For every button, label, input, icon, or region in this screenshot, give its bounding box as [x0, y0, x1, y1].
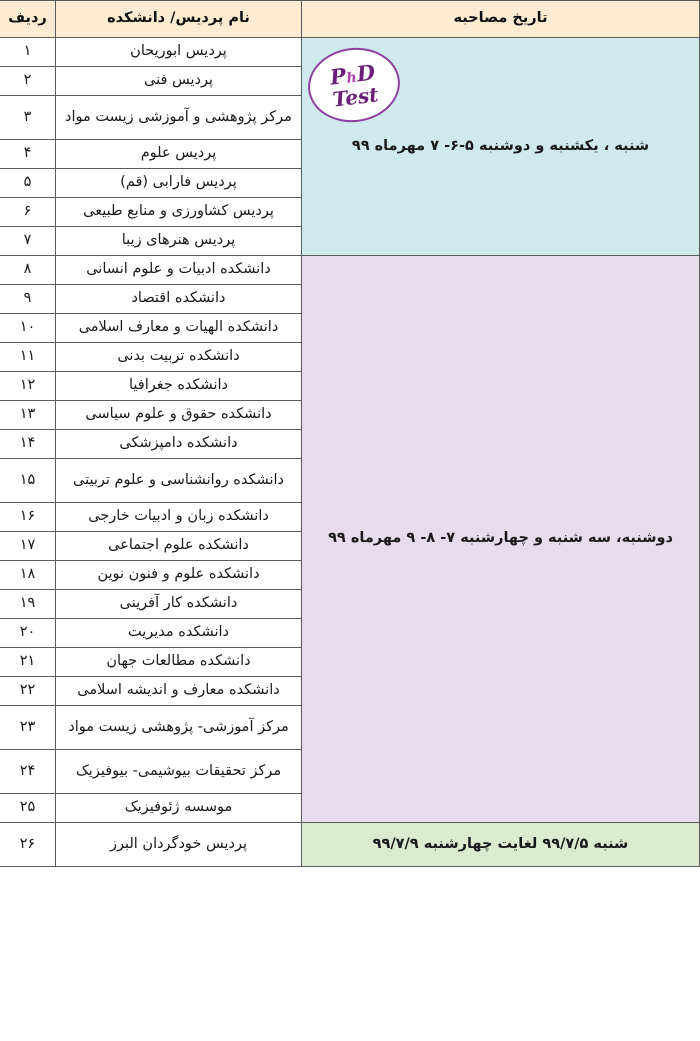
row-index: ۱۳ — [0, 401, 56, 430]
unit-name: دانشکده زبان و ادبیات خارجی — [56, 503, 302, 532]
row-index: ۸ — [0, 256, 56, 285]
group-date-cell-2 — [302, 256, 700, 823]
group-date-text-1: شنبه ، یکشنبه و دوشنبه ۵-۶- ۷ مهرماه ۹۹ — [351, 137, 650, 154]
row-index: ۱۹ — [0, 590, 56, 619]
unit-name: پردیس کشاورزی و منابع طبیعی — [56, 198, 302, 227]
unit-name: پردیس فارابی (قم) — [56, 169, 302, 198]
unit-name: مرکز تحقیقات بیوشیمی- بیوفیزیک — [56, 750, 302, 794]
unit-name: دانشکده علوم اجتماعی — [56, 532, 302, 561]
unit-name: پردیس خودگردان البرز — [56, 823, 302, 867]
unit-name: مرکز پژوهشی و آموزشی زیست مواد — [56, 96, 302, 140]
row-index: ۶ — [0, 198, 56, 227]
unit-name: دانشکده معارف و اندیشه اسلامی — [56, 677, 302, 706]
unit-name: دانشکده کار آفرینی — [56, 590, 302, 619]
row-index: ۱۱ — [0, 343, 56, 372]
row-index: ۲۵ — [0, 794, 56, 823]
logo-d: D — [355, 58, 377, 86]
unit-name: دانشکده مطالعات جهان — [56, 648, 302, 677]
unit-name: دانشکده ادبیات و علوم انسانی — [56, 256, 302, 285]
row-index: ۲۱ — [0, 648, 56, 677]
logo-p: P — [328, 62, 348, 90]
table-row — [0, 823, 700, 867]
row-index: ۵ — [0, 169, 56, 198]
unit-name: دانشکده جغرافیا — [56, 372, 302, 401]
row-index: ۱۶ — [0, 503, 56, 532]
unit-name: پردیس علوم — [56, 140, 302, 169]
unit-name: دانشکده دامپزشکی — [56, 430, 302, 459]
unit-name: دانشکده علوم و فنون نوین — [56, 561, 302, 590]
row-index: ۲۶ — [0, 823, 56, 867]
unit-name: دانشکده روانشناسی و علوم تربیتی — [56, 459, 302, 503]
row-index: ۱۵ — [0, 459, 56, 503]
unit-name: پردیس ابوریحان — [56, 38, 302, 67]
header-index: ردیف — [0, 1, 56, 38]
unit-name: پردیس فنی — [56, 67, 302, 96]
row-index: ۱ — [0, 38, 56, 67]
row-index: ۱۸ — [0, 561, 56, 590]
group-date-text-3: شنبه ۹۹/۷/۵ لغایت چهارشنبه ۹۹/۷/۹ — [372, 835, 629, 852]
logo-h: h — [345, 69, 359, 87]
unit-name: دانشکده اقتصاد — [56, 285, 302, 314]
row-index: ۲۰ — [0, 619, 56, 648]
unit-name: موسسه ژئوفیزیک — [56, 794, 302, 823]
unit-name: دانشکده تربیت بدنی — [56, 343, 302, 372]
row-index: ۲۳ — [0, 706, 56, 750]
row-index: ۲ — [0, 67, 56, 96]
row-index: ۱۰ — [0, 314, 56, 343]
group-date-cell-3 — [302, 823, 700, 867]
row-index: ۴ — [0, 140, 56, 169]
unit-name: مرکز آموزشی- پژوهشی زیست مواد — [56, 706, 302, 750]
table-row — [0, 38, 700, 67]
row-index: ۱۷ — [0, 532, 56, 561]
group-date-text-2: دوشنبه، سه شنبه و چهارشنبه ۷- ۸- ۹ مهرماه ۹۹ — [328, 530, 673, 547]
header-name: نام پردیس/ دانشکده — [56, 1, 302, 38]
row-index: ۲۴ — [0, 750, 56, 794]
group-date-cell-1 — [302, 38, 700, 256]
unit-name: دانشکده الهیات و معارف اسلامی — [56, 314, 302, 343]
row-index: ۳ — [0, 96, 56, 140]
unit-name: دانشکده مدیریت — [56, 619, 302, 648]
table-header — [0, 1, 700, 38]
unit-name: پردیس هنرهای زیبا — [56, 227, 302, 256]
table-row — [0, 256, 700, 285]
unit-name: دانشکده حقوق و علوم سیاسی — [56, 401, 302, 430]
row-index: ۷ — [0, 227, 56, 256]
row-index: ۱۲ — [0, 372, 56, 401]
row-index: ۲۲ — [0, 677, 56, 706]
header-date: تاریخ مصاحبه — [302, 1, 700, 38]
row-index: ۱۴ — [0, 430, 56, 459]
table-body — [0, 38, 700, 867]
row-index: ۹ — [0, 285, 56, 314]
logo-line-2: Test — [331, 81, 380, 112]
